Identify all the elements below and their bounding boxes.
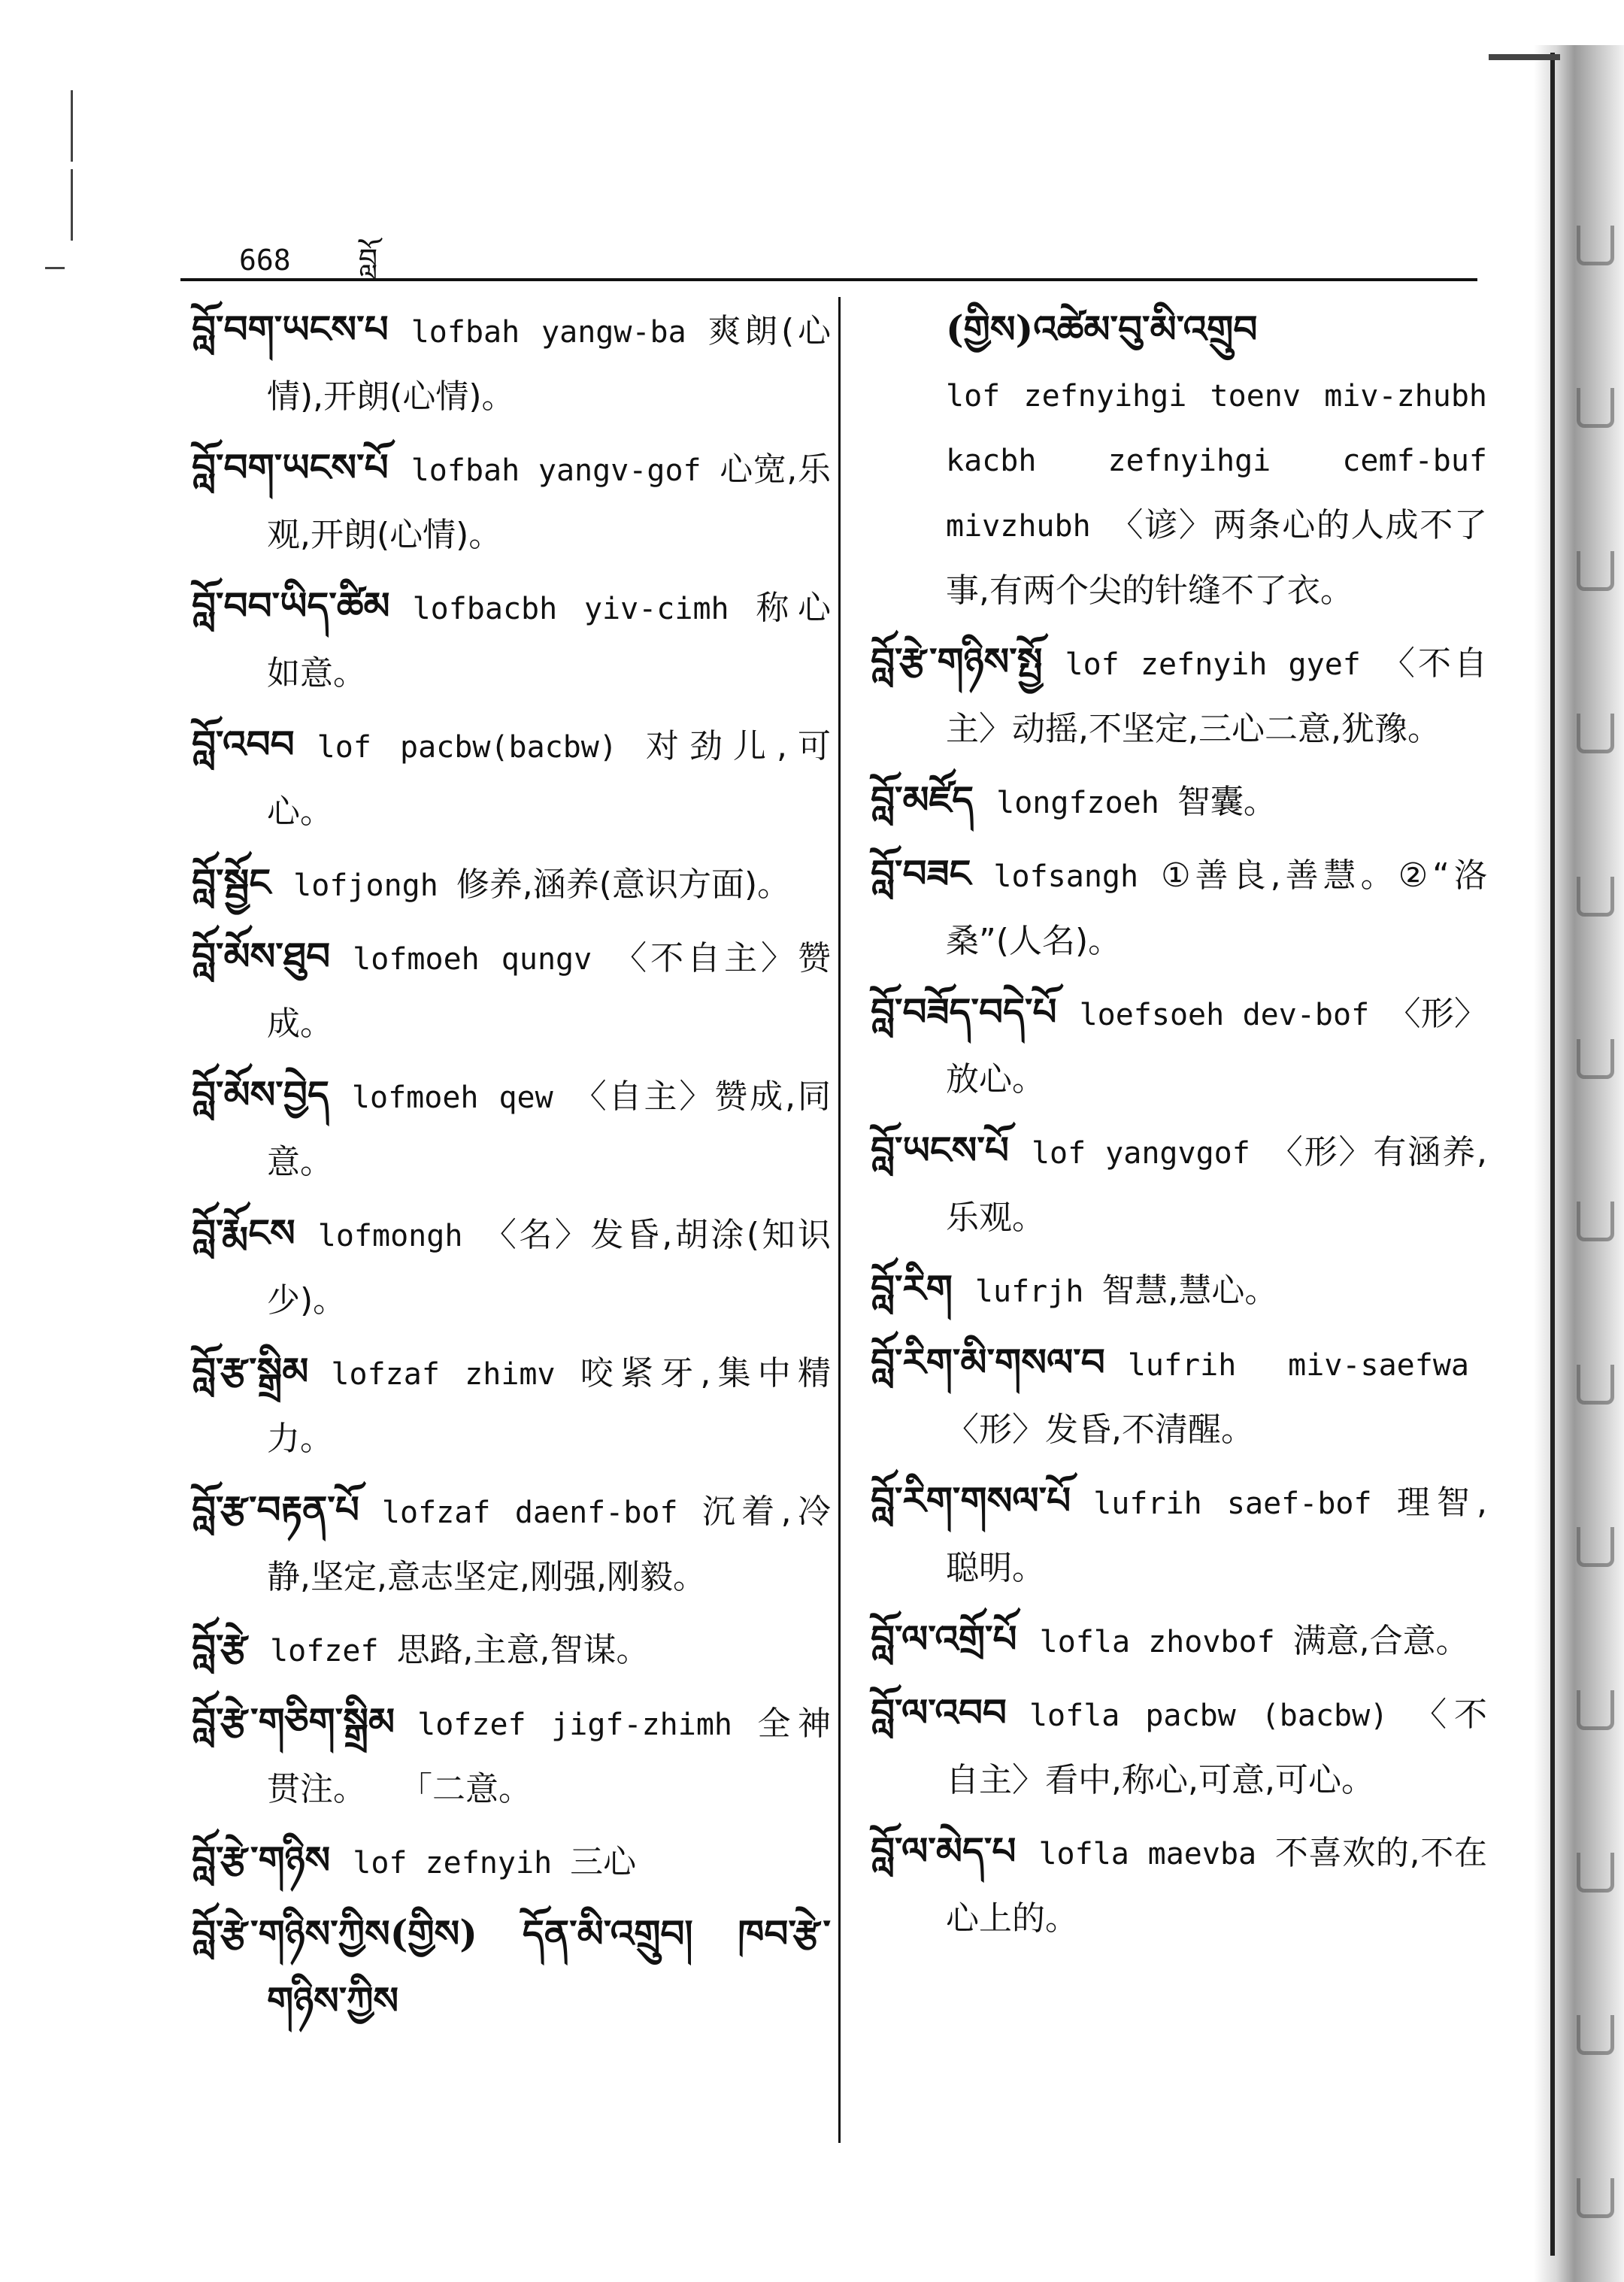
gloss: 沉着,冷静,坚定,意志坚定,刚强,刚毅。 bbox=[267, 1493, 831, 1596]
romanization: lofzef bbox=[270, 1634, 379, 1668]
headword: (གྱིས)འཚེམ་བུ་མི་འགྲུབ bbox=[946, 307, 1258, 351]
dictionary-entry bbox=[192, 924, 831, 1056]
gloss: ①善良,善慧。②“洛桑”(人名)。 bbox=[946, 856, 1487, 960]
romanization: lufrjh bbox=[974, 1274, 1084, 1309]
headword: བློ་མོས་ཐུབ bbox=[192, 934, 331, 978]
dictionary-entry bbox=[192, 574, 831, 706]
headword: བློ་བབ་ཡིད་ཚིམ bbox=[192, 583, 390, 628]
headword: བློ་ལ་མེད་པ bbox=[871, 1829, 1017, 1873]
romanization: lof zefnyih gyef bbox=[1065, 647, 1361, 682]
dictionary-entry bbox=[192, 1062, 831, 1195]
headword: བློ་རྩེ་གཅིག་སྒྲིམ bbox=[192, 1699, 395, 1744]
dictionary-entry bbox=[192, 1201, 831, 1333]
headword: བློ་རྩེ་གཉིས་སྤྱོ bbox=[871, 639, 1043, 683]
romanization: lofzaf daenf-bof bbox=[381, 1496, 678, 1530]
romanization: lofjongh bbox=[293, 868, 438, 903]
gloss: 〈形〉有涵养,乐观。 bbox=[946, 1133, 1487, 1237]
romanization: lof yangvgof bbox=[1031, 1136, 1250, 1171]
romanization: lofla maevba bbox=[1038, 1837, 1257, 1871]
headword: བློ་ལ་འགྲོ་པོ bbox=[871, 1617, 1017, 1661]
dictionary-entry bbox=[871, 1680, 1487, 1813]
gloss: 满意,合意。 bbox=[1292, 1622, 1469, 1660]
dictionary-entry bbox=[192, 1828, 831, 1896]
dictionary-entry bbox=[871, 629, 1487, 762]
romanization: lofla pacbw (bacbw) bbox=[1029, 1699, 1389, 1733]
headword: བློ་སྦྱོང bbox=[192, 860, 271, 905]
dictionary-entry bbox=[871, 1468, 1487, 1601]
headword: བློ་ལ་འབབ bbox=[871, 1690, 1007, 1735]
gloss: 心宽,乐观,开朗(心情)。 bbox=[267, 450, 831, 554]
gloss: 〈不自主〉动摇,不坚定,三心二意,犹豫。 bbox=[946, 644, 1488, 748]
headword: བློ་མཛོད bbox=[871, 777, 974, 822]
dictionary-entry bbox=[871, 1118, 1487, 1250]
gloss: 〈自主〉赞成,同意。 bbox=[267, 1077, 831, 1181]
headword: བློ་རིག bbox=[871, 1266, 953, 1311]
dictionary-entry bbox=[192, 1902, 831, 2035]
romanization: lofla zhovbof bbox=[1039, 1625, 1275, 1659]
dictionary-entry bbox=[192, 297, 831, 429]
romanization: lof zefnyihgi toenv miv-zhubh kacbh zefnyihgi cemf-buf mivzhubh bbox=[946, 379, 1487, 544]
left-column bbox=[192, 297, 831, 2041]
headword: བློ་རིག་གསལ་པོ bbox=[871, 1478, 1071, 1523]
gloss: 全神贯注。 「二意。 bbox=[267, 1705, 831, 1808]
romanization: lofbacbh yiv-cimh bbox=[412, 592, 729, 626]
dictionary-entry bbox=[871, 768, 1487, 835]
dictionary-entry bbox=[192, 1477, 831, 1610]
romanization: lufrih saef-bof bbox=[1093, 1486, 1372, 1521]
gloss: 爽朗(心情),开朗(心情)。 bbox=[267, 312, 831, 416]
romanization: lof pacbw(bacbw) bbox=[317, 730, 617, 765]
gloss: 不喜欢的,不在心上的。 bbox=[946, 1834, 1487, 1938]
romanization: lofzef jigf-zhimh bbox=[417, 1708, 732, 1742]
headword: བློ་བཟོད་བདེ་པོ bbox=[871, 989, 1057, 1034]
dictionary-entry bbox=[871, 1330, 1487, 1462]
dictionary-entry bbox=[192, 1690, 831, 1822]
gloss: 〈不自主〉看中,称心,可意,可心。 bbox=[946, 1696, 1488, 1799]
headword: བློ་རིག་མི་གསལ་བ bbox=[871, 1340, 1105, 1384]
column-divider bbox=[838, 297, 841, 2143]
gloss: 修养,涵养(意识方面)。 bbox=[456, 865, 791, 904]
gloss: 〈不自主〉赞成。 bbox=[267, 939, 832, 1043]
dictionary-entry bbox=[871, 1607, 1487, 1674]
dictionary-entry bbox=[871, 841, 1487, 974]
headword: བློ་མོས་བྱེད bbox=[192, 1072, 329, 1117]
running-head: བློ bbox=[358, 243, 378, 277]
gloss: 智囊。 bbox=[1177, 783, 1277, 821]
dictionary-entry bbox=[192, 435, 831, 568]
headword: བློ་རྩེ་གཉིས་ཀྱིས(གྱིས) དོན་མི་འགྲུབ། ཁབ་རྩེ་གཉིས་ཀྱིས bbox=[192, 1911, 831, 2023]
romanization: lofbah yangw-ba bbox=[411, 315, 686, 350]
gloss: 三心 bbox=[570, 1843, 637, 1881]
dictionary-entry bbox=[192, 1616, 831, 1683]
gloss: 〈形〉放心。 bbox=[946, 995, 1487, 1099]
gloss: 智慧,慧心。 bbox=[1101, 1271, 1278, 1310]
romanization: lofsangh bbox=[993, 859, 1139, 894]
romanization: lofzaf zhimv bbox=[331, 1357, 556, 1392]
gloss: 咬紧牙,集中精力。 bbox=[267, 1354, 831, 1458]
dictionary-entry-continuation bbox=[871, 297, 1487, 623]
headword: བློ་རྩེ bbox=[192, 1626, 248, 1670]
romanization: loefsoeh dev-bof bbox=[1079, 998, 1370, 1032]
romanization: lofbah yangv-gof bbox=[411, 453, 701, 488]
headword: བློ་རྩེ་གཉིས bbox=[192, 1838, 331, 1882]
bleed-through-marks bbox=[1573, 226, 1618, 2218]
left-margin-mark bbox=[71, 90, 73, 162]
right-column bbox=[871, 297, 1487, 1957]
page-number: 668 bbox=[239, 244, 291, 277]
dictionary-entry bbox=[871, 1256, 1487, 1324]
romanization: longfzoeh bbox=[996, 786, 1159, 820]
gloss: 思路,主意,智谋。 bbox=[396, 1631, 650, 1669]
romanization: lofmongh bbox=[317, 1219, 463, 1253]
romanization: lofmoeh qew bbox=[351, 1080, 553, 1115]
romanization: lof zefnyih bbox=[353, 1846, 553, 1880]
gloss: 〈名〉发昏,胡涂(知识少)。 bbox=[267, 1216, 831, 1320]
dictionary-entry bbox=[192, 712, 831, 844]
gloss: 〈谚〉两条心的人成不了事,有两个尖的针缝不了衣。 bbox=[946, 506, 1487, 610]
left-margin-tick bbox=[45, 267, 65, 269]
header-rule bbox=[180, 278, 1477, 281]
gloss: 〈形〉发昏,不清醒。 bbox=[946, 1411, 1254, 1449]
dictionary-entry bbox=[192, 850, 831, 918]
headword: བློ་བག་ཡངས་པོ bbox=[192, 445, 389, 489]
dictionary-entry bbox=[871, 1819, 1487, 1951]
headword: བློ་ཡངས་པོ bbox=[871, 1128, 1009, 1172]
headword: བློ་འབབ bbox=[192, 722, 295, 766]
gloss: 称心如意。 bbox=[267, 589, 831, 692]
left-margin-mark bbox=[71, 169, 73, 241]
dictionary-entry bbox=[192, 1339, 831, 1471]
headword: བློ་རྨོངས bbox=[192, 1211, 295, 1255]
headword: བློ་རྩ་སྒྲིམ bbox=[192, 1349, 309, 1393]
scanner-edge-line bbox=[1550, 53, 1555, 2256]
headword: བློ་བཟང bbox=[871, 851, 971, 896]
dictionary-entry bbox=[871, 980, 1487, 1112]
romanization: lofmoeh qungv bbox=[353, 942, 592, 977]
headword: བློ་རྩ་བརྟན་པོ bbox=[192, 1487, 359, 1532]
gloss: 对劲儿,可心。 bbox=[267, 727, 831, 831]
gloss: 理智,聪明。 bbox=[946, 1483, 1487, 1587]
headword: བློ་བག་ཡངས་པ bbox=[192, 307, 389, 351]
scanner-top-line bbox=[1489, 54, 1560, 60]
romanization: lufrih miv-saefwa bbox=[1127, 1348, 1469, 1383]
